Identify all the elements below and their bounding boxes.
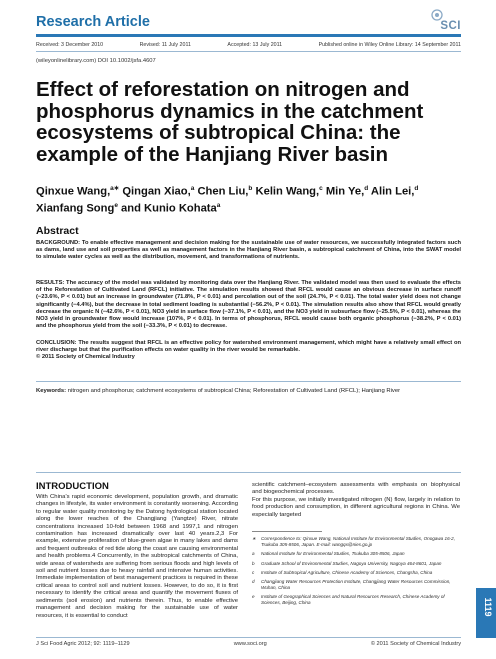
author-affiliation-mark: a <box>190 185 195 192</box>
article-type-label: Research Article <box>36 14 150 30</box>
keywords-rule-top <box>36 381 461 382</box>
conclusion-lead: CONCLUSION: <box>36 340 77 346</box>
author-list <box>36 182 466 215</box>
accepted-date: Accepted: 13 July 2011 <box>227 42 283 48</box>
footnote-item <box>252 536 460 548</box>
author-name: and Kunio Kohata <box>117 202 217 215</box>
footnote-item <box>252 594 460 606</box>
author-affiliation-mark: c <box>319 185 323 192</box>
author-name: Min Ye, <box>322 185 365 198</box>
published-date: Published online in Wiley Online Library: 14 September 2011 <box>318 42 461 48</box>
sci-logo-text: SCI <box>440 20 461 32</box>
footnote-text: Institute of Subtropical Agriculture, Chinese Academy of Sciences, Changsha, China <box>261 569 433 575</box>
author-affiliation-mark: e <box>114 201 118 209</box>
publication-dates <box>36 42 461 48</box>
introduction-left-column: With China's rapid economic development, population growth, and dramatic changes in lifestyle, its water environment is constantly worsening. According to regular water quality monitoring by the Datong hydrological station located along the lower reaches of the Changjiang (Yangtze) River, nitrate concentrations increased 10-fold between 1968 and 1997,1 and nitrogen contamination has increased dramatically over last 40 years.2,3 For example, extensive proliferation of blue-green algae in many lakes and dams and frequent outbreaks of red tide along the coast are causing environmental and health problems.4 Concurrently, in the subtropical catchments of China, wide areas of watersheds are suffering from serious floods and high levels of soil and nutrient losses due to heavy rainfall and intensive human activities. Immediate implementation of best management practices is required in these critical areas to control soil and nutrient losses. However, to do so, it is first necessary to identify the critical areas and quantify the movement fluxes of sediments (soil erosion) and nutrients therein. Thus, to enable effective management and decision making for the sustainable use of water resources, it is essential to conduct <box>36 494 238 619</box>
footnote-mark: a <box>252 551 255 557</box>
footer-copyright: © 2011 Society of Chemical Industry <box>370 641 461 647</box>
author-affiliation-mark: b <box>248 185 253 192</box>
received-date: Received: 3 December 2010 <box>36 42 104 48</box>
introduction-right-column: scientific catchment–ecosystem assessments with emphasis on biophysical and biogeochemical processes. For this purpose, we initially investigated nitrogen (N) flow, largely in relation to food production and consumption, in different agricultural regions in China. We especially targeted <box>252 482 460 518</box>
page-number-tab <box>476 588 496 638</box>
author-affiliation-mark: a∗ <box>110 185 120 192</box>
author-name: Alin Lei, <box>368 185 415 198</box>
keywords-label: Keywords: <box>36 388 67 394</box>
footnote-text: Graduate School of Environmental Studies, Nagoya University, Nagoya 464-8601, Japan <box>261 560 442 566</box>
background-lead: BACKGROUND: <box>36 240 81 246</box>
page-number: 1119 <box>483 597 493 617</box>
abstract-copyright: © 2011 Society of Chemical Industry <box>36 354 135 361</box>
author-name: Xianfang Song <box>36 202 115 215</box>
affiliation-footnotes <box>252 536 460 610</box>
author-affiliation-mark: a <box>216 201 221 209</box>
introduction-heading: INTRODUCTION <box>36 481 109 492</box>
author-name: Qingan Xiao, <box>119 185 191 198</box>
footnote-item <box>252 570 460 576</box>
footnote-text: National Institute for Environmental Studies, Tsukuba 305-8506, Japan <box>261 551 405 557</box>
footnote-mark: b <box>252 560 255 566</box>
footnote-mark: ∗ <box>252 536 256 541</box>
header-rule <box>36 34 461 37</box>
abstract-conclusion <box>36 340 461 362</box>
society-url[interactable]: www.soci.org <box>233 641 267 647</box>
author-affiliation-mark: d <box>414 185 419 192</box>
footnote-rule <box>252 531 322 532</box>
author-affiliation-mark: d <box>364 185 369 192</box>
footnote-mark: c <box>252 569 255 575</box>
conclusion-text: The results suggest that RFCL is an effective policy for watershed environment management, which might have a relatively small effect on river discharge but that the purification effects on water quality in the river would be remarkable. <box>36 340 461 354</box>
footnote-item <box>252 551 460 557</box>
page-footer <box>36 641 461 647</box>
author-name: Kelin Wang, <box>252 185 320 198</box>
dates-rule <box>36 51 461 52</box>
footnote-item <box>252 579 460 591</box>
footnote-text: Correspondence to: Qinxue Wang, National Institute for Environmental Studies, Onogawa 16-2, Tsukuba 305-8506, Japan. E-mail: wangqx@nies.go.jp <box>261 536 455 547</box>
doi-link[interactable]: (wileyonlinelibrary.com) DOI 10.1002/jsfa.4607 <box>36 58 156 64</box>
abstract-heading: Abstract <box>36 225 79 237</box>
keywords-text: nitrogen and phosphorus; catchment ecosystems of subtropical China; Reforestation of Cultivated Land (RFCL); Hanjiang River <box>66 388 401 394</box>
article-title: Effect of reforestation on nitrogen and phosphorus dynamics in the catchment ecosystems of subtropical China: the example of the Hanjiang River basin <box>36 78 424 166</box>
keywords-rule-bottom <box>36 472 461 473</box>
footnote-item <box>252 561 460 567</box>
revised-date: Revised: 11 July 2011 <box>139 42 191 48</box>
author-name: Qinxue Wang, <box>36 185 111 198</box>
journal-citation: J Sci Food Agric 2012; 92: 1119–1129 <box>36 641 130 647</box>
background-text: To enable effective management and decision making for the sustainable use of water resources, we successfully integrated factors such as dams, land use and soil properties as well as management factors in the Hanjiang River basin, a subtropical catchment of China, into the SWAT model to simulate water cycles as well as the distribution, movement, and transformations of nutrients. <box>36 240 461 261</box>
results-lead: RESULTS: <box>36 280 65 286</box>
keywords <box>36 388 461 395</box>
footer-rule <box>36 637 461 638</box>
abstract-background <box>36 240 461 262</box>
footnote-mark: e <box>252 594 255 600</box>
abstract-results <box>36 280 461 330</box>
footnote-text: Changjiang Water Resources Protection Institute, Changjiang Water Resources Commission, Wuhan, China <box>261 579 451 590</box>
footnote-text: Institute of Geographical Sciences and Natural Resources Research, Chinese Academy of Sciences, Beijing, China <box>261 594 445 606</box>
results-text: The accuracy of the model was validated by monitoring data over the Hanjiang River. The validated model was then used to evaluate the effects of the Reforestation of Cultivated Land (RFCL) initiative. The simulation results showed that RFCL would cause an obvious decrease in surface runoff (−23.6%, P < 0.01) but an increase in groundwater (71.8%, P < 0.01) and percolation out of the soil (24.7%, P < 0.01). The total water yield does not change significantly (−4.4%), but the decrease in total sediment loading is substantial (−56.2%, P < 0.01). The simulation results also show that RFCL would greatly decrease the organic N (−42.6%, P < 0.01), NO3 yield in surface flow (−37.1%, P < 0.01), and the NO3 yield in subsurface flow (−25.5%, P < 0.01), whereas the NO3 yield in groundwater flow would increase (107%, P < 0.01). In terms of phosphorus, RFCL would cause both organic phosphorus (−38.2%, P < 0.01) and the phosphorus yield from the soil (−33.3%, P < 0.01) to decrease. <box>36 280 461 330</box>
footnote-mark: d <box>252 579 255 585</box>
author-name: Chen Liu, <box>194 185 249 198</box>
